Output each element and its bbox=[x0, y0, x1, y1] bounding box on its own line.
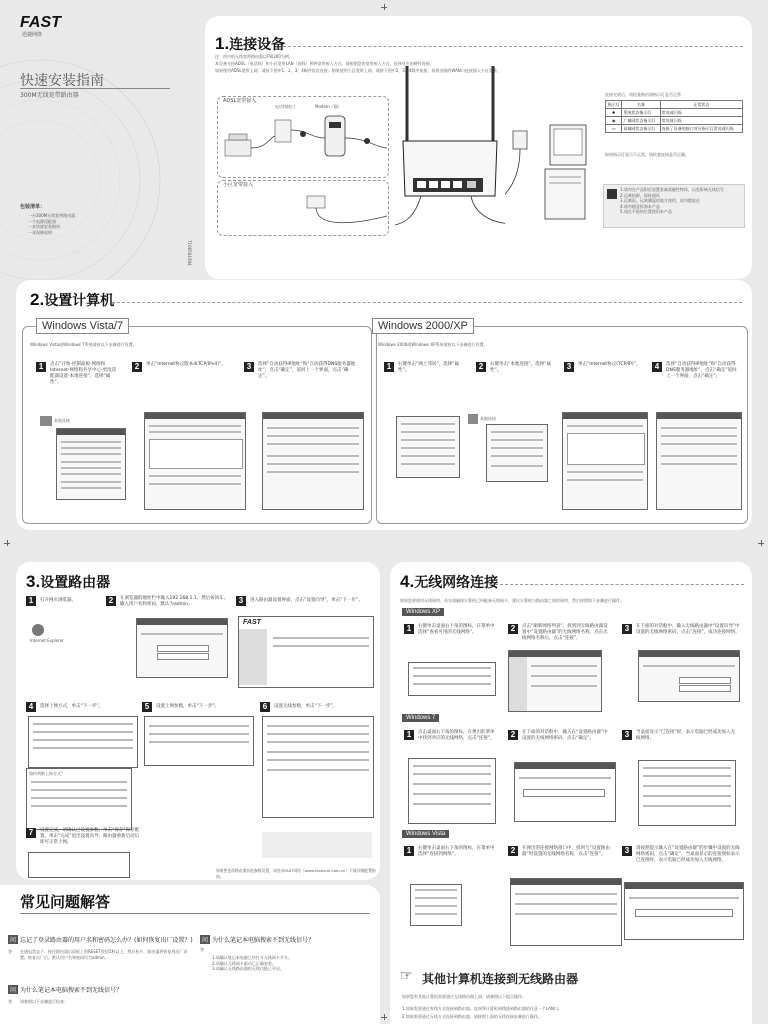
cover-title-underline bbox=[20, 88, 170, 89]
status-note: 如果指示灯显示不正常，请检查连接是否正确。 bbox=[605, 152, 689, 157]
answer-badge: 答 bbox=[8, 999, 12, 1004]
crop-mark bbox=[758, 540, 764, 546]
router-step-7-text: 设置完成，请确认已设置参数，单击“保存”保存配置，单击“完成”退出设置向导。路由器重新启动后即可正常上网。 bbox=[40, 828, 140, 845]
answer-badge: 答 bbox=[8, 949, 12, 954]
router-step-5-text: 设置上网参数，单击“下一步”。 bbox=[156, 704, 220, 709]
fast-logo-cn: 迅捷网络 bbox=[22, 32, 43, 38]
w7-wifi-list bbox=[408, 758, 496, 824]
xp-wifi-menu bbox=[408, 662, 496, 696]
step-number: 6 bbox=[260, 702, 270, 712]
monitor-icon: ▭ bbox=[611, 126, 616, 131]
faq-question-3: 为什么笔记本电脑搜索不到无线信号？ bbox=[20, 987, 123, 994]
faq-answer-2-list bbox=[212, 955, 372, 972]
faq-rule bbox=[20, 913, 370, 914]
faq-answer-1: 在通电状态下，按住路由器后面板上的RESET按钮5秒以上，然后松开，路由器将恢复到出厂设置。恢复出厂后，默认用户名和密码均为admin。 bbox=[20, 949, 188, 960]
step-number: 2 bbox=[508, 624, 518, 634]
status-header: 名称 bbox=[622, 101, 660, 109]
status-row: ▭ 局域网状态指示灯 连接了设备的接口对应指示灯常亮或闪烁 bbox=[606, 125, 743, 133]
section3-title: 3.设置路由器 bbox=[26, 572, 111, 591]
tip-item: 5.请在平稳的位置使用本产品 bbox=[620, 209, 672, 214]
tip-item: 1.请勿在产品附近放置金属或磁性物体，以免影响无线信号 bbox=[620, 187, 724, 192]
step-number: 4 bbox=[652, 362, 662, 372]
fast-logo: FAST bbox=[20, 14, 61, 31]
step-number: 2 bbox=[106, 596, 116, 606]
router-footer: 如果想更改路由器其他参数设置，请登录FAST网站（www.fastcom.com.cn）下载详细配置指南。 bbox=[216, 868, 376, 879]
wan-help-modal: 如何判断上网方式？ bbox=[26, 768, 132, 830]
notice-box bbox=[262, 832, 372, 858]
cover-strip bbox=[0, 0, 205, 285]
vista-step-3-text: 选择“自动获得IP地址”和“自动获得DNS服务器地址”，点击“确定”，返回上一个界面，点击“确定”。 bbox=[258, 362, 356, 379]
step-number: 2 bbox=[508, 846, 518, 856]
section-faq bbox=[0, 885, 380, 1024]
lan-label: 小区宽带接入 bbox=[223, 182, 254, 188]
other-pc-title: 其他计算机连接到无线路由器 bbox=[422, 972, 579, 986]
os-label-vista: Windows Vista bbox=[402, 830, 449, 838]
vista-wifi-network-list bbox=[510, 878, 622, 946]
question-badge: 问 bbox=[202, 937, 209, 944]
xp-local-connection-label: 本地连接 bbox=[480, 416, 496, 421]
faq-answer-3: 请参照以下步骤进行检查： bbox=[20, 999, 68, 1004]
step-number: 2 bbox=[476, 362, 486, 372]
hand-pointer-icon: ☞ bbox=[400, 968, 413, 984]
other-pc-intro: 如果您有其他计算机需要通过无线路由器上网，请参照以下提示操作。 bbox=[402, 994, 526, 999]
section-connect-devices bbox=[205, 16, 752, 279]
gear-icon: ✱ bbox=[612, 110, 616, 115]
xp-wifi-network-list bbox=[508, 650, 602, 712]
ie-caption: Internet Explorer bbox=[30, 638, 64, 643]
vista-wifi-step-3-text: 请按照提示输入在“设置路由器”的步骤中设置的无线网络密码，点击“确定”，当桌面显示的连接图标表示已连接时，表示电脑已经成功加入无线网络。 bbox=[636, 846, 740, 863]
step-number: 3 bbox=[236, 596, 246, 606]
login-dialog bbox=[136, 618, 228, 678]
xp-wifi-password-dialog bbox=[638, 650, 740, 702]
router-step-6-text: 设置无线参数，单击“下一步”。 bbox=[274, 704, 338, 709]
other-pc-tip-1: 1.如果需要通过有线方式连接到路由器，直接将计算机网线插到路由器的任意一个LAN口。 bbox=[402, 1006, 562, 1011]
status-table bbox=[605, 100, 743, 133]
tab-windows-2000-xp: Windows 2000/XP bbox=[372, 318, 474, 334]
xp-local-menu bbox=[486, 424, 548, 482]
package-item: 一张保修说明 bbox=[28, 229, 52, 235]
section1-line2: 如果使用ADSL宽带上网，请按下图中1、2、3、4顺序依次连接；如果使用小区宽带上网，请按下图中2、3、4顺序连接，再将由路的WAN口连接插入小区宽带。 bbox=[215, 68, 501, 73]
w7-wifi-step-3-text: 当桌面显示“已连接”时，表示电脑已经成功加入无线网络。 bbox=[636, 730, 736, 741]
wan-params-dialog bbox=[144, 716, 254, 766]
step-number: 5 bbox=[142, 702, 152, 712]
question-badge: 问 bbox=[10, 937, 17, 944]
step-number: 3 bbox=[622, 730, 632, 740]
step-number: 1 bbox=[404, 846, 414, 856]
step-number: 7 bbox=[26, 828, 36, 838]
xp-step-4-text: 选择“自动获得IP地址”和“自动获得DNS服务器地址”，点击“确定”返回上一个界面，点击“确定”。 bbox=[666, 362, 737, 379]
section-setup-computer bbox=[16, 280, 752, 530]
crop-mark bbox=[4, 540, 10, 546]
ie-browser-icon bbox=[32, 624, 44, 636]
adapter-pc-graphic bbox=[505, 111, 595, 231]
section4-intro: 如果您要使用无线网络，首先请确保计算机已经配备无线网卡，建议计算机与路由器之间的网络，然后按照如下步骤进行操作。 bbox=[400, 598, 624, 603]
step-number: 2 bbox=[508, 730, 518, 740]
section1-line1: 本设备支持ADSL（电话线）和小区宽带LAN（网线）两种宽带接入方式，请根据您的宽带接入方式，选择对应的硬件连接。 bbox=[215, 61, 434, 66]
step-number: 1 bbox=[36, 362, 46, 372]
w7-wifi-step-2-text: 在下面的对话框中，输入在“设置路由器”中设置的无线网络密码，点击“确定”。 bbox=[522, 730, 608, 741]
section-setup-router bbox=[16, 562, 380, 880]
wireless-params-dialog bbox=[262, 716, 374, 818]
router-step-2-text: 在浏览器的地址栏中输入192.168.1.1，然后按回车。输入用户名和密码，默认为admin。 bbox=[120, 596, 229, 607]
section4-title: 4.无线网络连接 bbox=[400, 572, 499, 591]
section-wireless bbox=[390, 562, 752, 1024]
adsl-label: ADSL宽带接入 bbox=[223, 98, 257, 104]
tip-item: 4.请勿随意拆卸本产品 bbox=[620, 203, 660, 209]
vista-step-2-text: 单击“Internet协议版本4(TCP/IPv4)”。 bbox=[146, 362, 226, 367]
section2-title: 2.设置计算机 bbox=[30, 290, 115, 309]
os-label-win7: Windows 7 bbox=[402, 714, 439, 722]
xp-network-menu bbox=[396, 416, 460, 478]
status-row: ✱ 系统状态指示灯 常亮或闪烁 bbox=[606, 109, 743, 117]
faq-question-1: 忘记了登录路由器的用户名和密码怎么办？(如何恢复出厂设置？) bbox=[20, 937, 193, 944]
vista-wifi-step-2-text: 在弹出的连接网络窗口中，找到与“设置路由器”时设置的无线网络名称，点击“连接”。 bbox=[522, 846, 610, 857]
step-number: 3 bbox=[244, 362, 254, 372]
crop-mark bbox=[381, 4, 387, 10]
router-graphic bbox=[395, 56, 505, 236]
adsl-devices-graphic bbox=[217, 108, 387, 176]
vista-step-1-text: 点击“开始-控制面板-网络和Internet-网络和共享中心-更改适配器设置-本地连接”，选择“属性”。 bbox=[50, 362, 117, 385]
status-header: 指示灯 bbox=[606, 101, 622, 109]
xp-step-3-text: 单击“Internet协议(TCP/IP)”。 bbox=[578, 362, 641, 367]
section2-rule bbox=[112, 302, 742, 303]
package-item: 一个电源适配器 bbox=[28, 218, 56, 224]
step-number: 3 bbox=[622, 624, 632, 634]
router-step-3-text: 进入路由器设置界面，点击“设置向导”，单击“下一步”。 bbox=[250, 598, 363, 603]
faq-question-2: 为什么笔记本电脑搜索不到无线信号？ bbox=[212, 937, 315, 944]
xp-tcpip-list-dialog bbox=[562, 412, 648, 510]
vista-intro: Windows Vista或Windows 7系统请按以下步骤进行设置。 bbox=[30, 342, 137, 347]
router-step-1-text: 打开网页浏览器。 bbox=[40, 598, 76, 603]
xp-ip-settings-dialog bbox=[656, 412, 742, 510]
faq-answer-item: 1.请确认笔记本电脑已经打开无线网卡开关。 bbox=[212, 955, 292, 960]
w7-wifi-step-1-text: 点击桌面右下角的图标，在弹出的菜单中找到对应的无线网络，点击“连接”。 bbox=[418, 730, 495, 741]
local-connection-label: 本地连接 bbox=[54, 418, 70, 423]
tips-box bbox=[603, 184, 745, 228]
section1-note: 注：图中的无线宽带路由器以FW300为例。 bbox=[215, 54, 293, 59]
cover-subtitle: 300M无线宽带路由器 bbox=[20, 92, 79, 99]
tip-item: 2.远离热源，保持通风 bbox=[620, 192, 660, 198]
finish-dialog bbox=[28, 852, 130, 878]
xp-step-1-text: 右键单击“网上邻居”，选择“属性”。 bbox=[398, 362, 459, 373]
doc-code: 7106504394 bbox=[187, 240, 192, 266]
step-number: 2 bbox=[132, 362, 142, 372]
vista-wifi-menu bbox=[410, 884, 462, 926]
splitter-label: 电话线接口 bbox=[275, 104, 295, 109]
vista-wifi-password-dialog bbox=[624, 882, 744, 940]
step-number: 3 bbox=[564, 362, 574, 372]
other-pc-tip-2: 2.如果需要通过无线方式连接到路由器，请按照上面的无线连接步骤进行操作。 bbox=[402, 1014, 542, 1019]
xp-intro: Windows 2000或Windows XP系统请按以下步骤进行设置。 bbox=[378, 342, 488, 347]
section1-title: 1.连接设备 bbox=[215, 34, 286, 53]
vista-wifi-step-1-text: 右键单击桌面右下角的图标，在菜单中选择“连接到网络”。 bbox=[418, 846, 495, 857]
lan-cable-graphic bbox=[217, 186, 387, 234]
answer-badge: 答 bbox=[200, 947, 204, 952]
xp-wifi-step-1-text: 右键单击桌面右下角的图标，在菜单中选择“查看可用的无线网络”。 bbox=[418, 624, 495, 635]
faq-title: 常见问题解答 bbox=[20, 894, 111, 911]
router-admin-page: FAST bbox=[238, 616, 374, 688]
modem-label: Modem（猫） bbox=[315, 104, 342, 109]
step-number: 1 bbox=[26, 596, 36, 606]
faq-answer-item: 3.请确认无线路由器的无线功能已开启。 bbox=[212, 966, 284, 971]
section4-rule bbox=[490, 584, 744, 585]
step-number: 1 bbox=[404, 730, 414, 740]
step-number: 3 bbox=[622, 846, 632, 856]
faq-answer-item: 2.请确认无线网卡驱动已正确安装。 bbox=[212, 960, 276, 966]
os-label-xp: Windows XP bbox=[402, 608, 444, 616]
tab-windows-vista-7: Windows Vista/7 bbox=[36, 318, 129, 334]
crop-mark bbox=[381, 1014, 387, 1020]
question-badge: 问 bbox=[10, 987, 17, 994]
xp-step-2-text: 右键单击“本地连接”，选择“属性”。 bbox=[490, 362, 551, 373]
step-number: 4 bbox=[26, 702, 36, 712]
vista-tcpip-list-dialog bbox=[144, 412, 246, 510]
package-item: 一本快速安装指南 bbox=[28, 224, 60, 229]
w7-wifi-connected-list bbox=[638, 760, 736, 826]
status-intro: 连接完成后，请检查路由器指示灯是否正常 bbox=[605, 92, 681, 97]
local-connection-icon bbox=[40, 416, 52, 426]
package-item: 一台300M无线宽带路由器 bbox=[28, 213, 76, 218]
status-header: 正常状态 bbox=[660, 101, 742, 109]
package-label: 包装清单： bbox=[20, 204, 46, 210]
xp-wifi-step-2-text: 点击“刷新网络列表”，找到到无线路由器设置中“设置路由器”的无线网络名称，点击无线网络名称后，点击“连接”。 bbox=[522, 624, 608, 641]
cover-title: 快速安装指南 bbox=[20, 72, 104, 88]
vista-ip-settings-dialog bbox=[262, 412, 364, 510]
router-step-4-text: 选择上网方式，单击“下一步”。 bbox=[40, 704, 104, 709]
section1-rule bbox=[283, 46, 743, 47]
wan-type-dialog bbox=[28, 716, 138, 768]
xp-wifi-step-3-text: 在下面的对话框中，输入无线路由器中“设置向导”中设置的无线网络密码，点击“连接”，成功连接网络。 bbox=[636, 624, 740, 635]
w7-wifi-password-dialog bbox=[514, 762, 616, 822]
xp-local-connection-icon bbox=[468, 414, 478, 424]
notepad-icon bbox=[607, 189, 617, 199]
step-number: 1 bbox=[404, 624, 414, 634]
globe-icon: ◉ bbox=[611, 118, 616, 123]
status-row: ◉ 广域网状态指示灯 常亮或闪烁 bbox=[606, 117, 743, 125]
vista-properties-dialog bbox=[56, 428, 126, 500]
step-number: 1 bbox=[384, 362, 394, 372]
package-list bbox=[28, 213, 75, 235]
tip-item: 3.远离雨，远离潮湿的地方使用，请勿摆放在 bbox=[620, 198, 700, 203]
